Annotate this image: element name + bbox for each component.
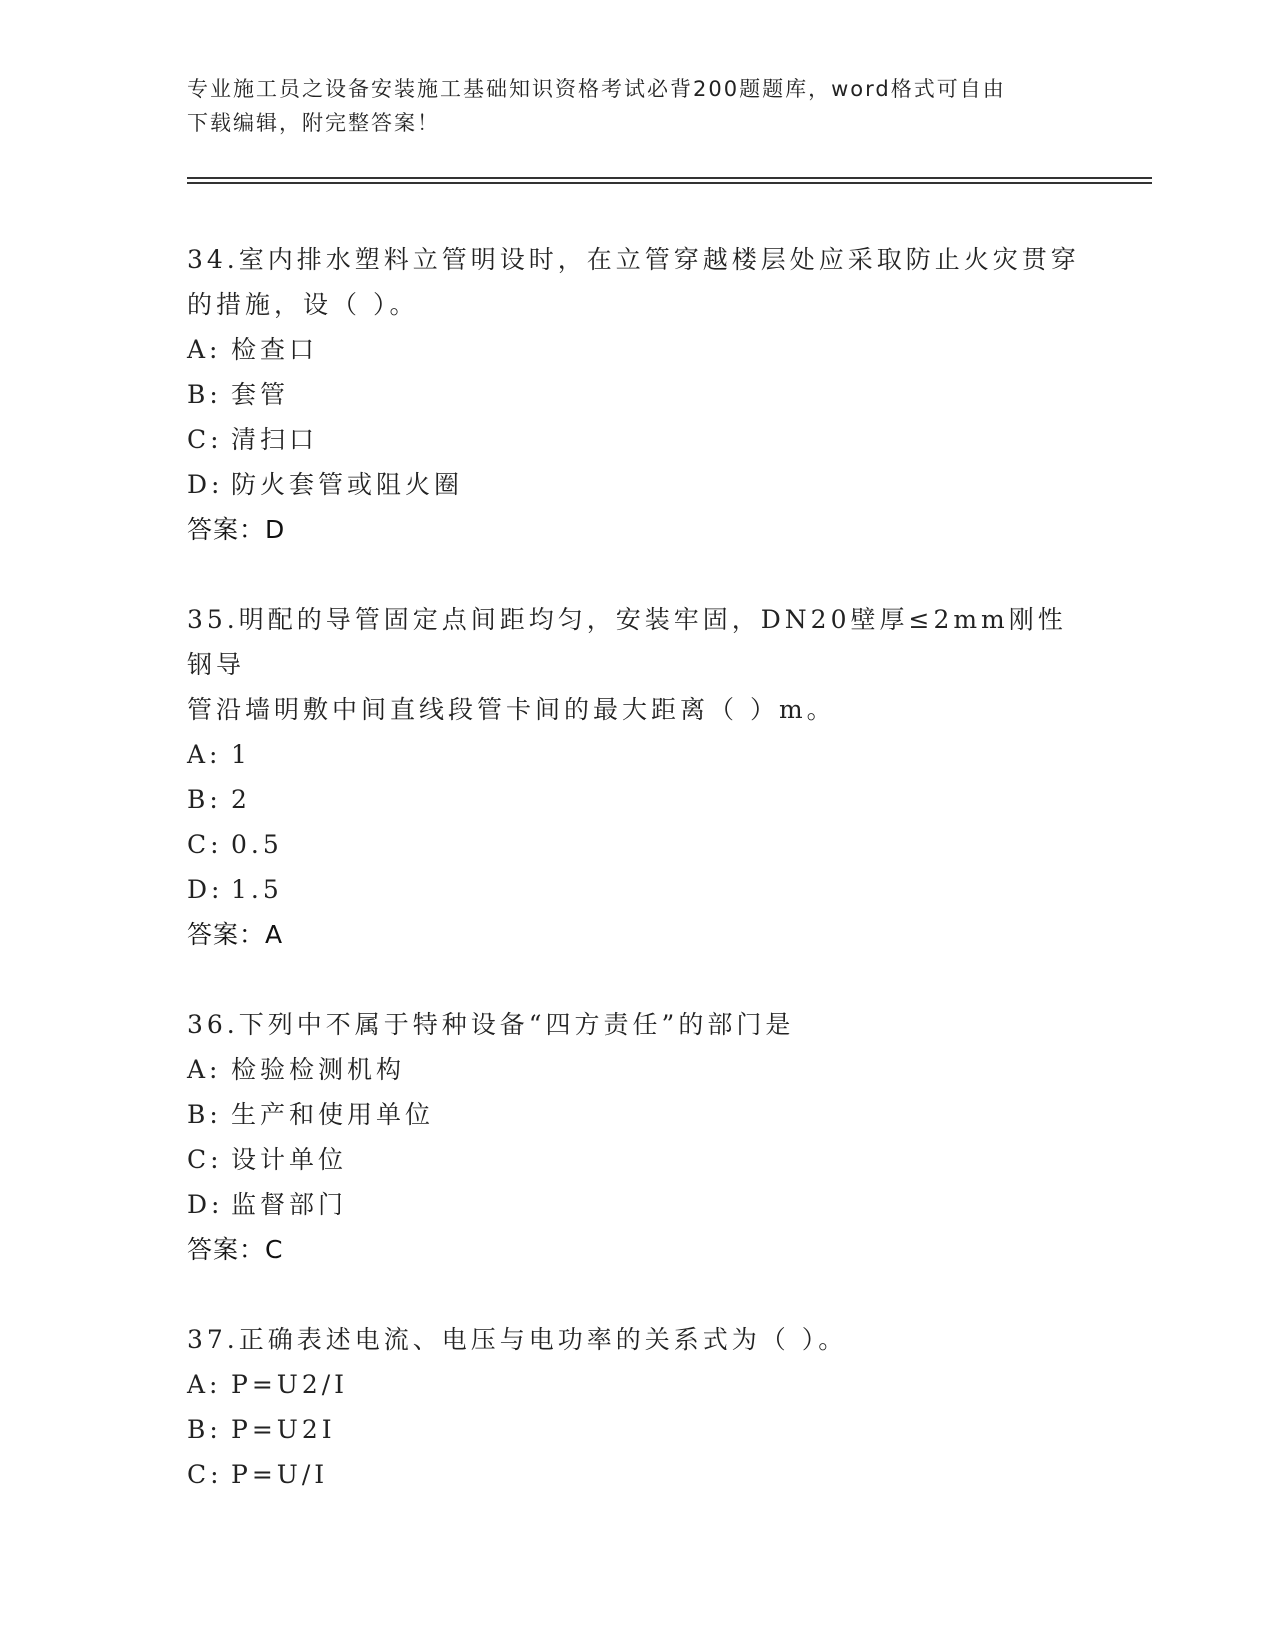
option-text: 生产和使用单位 [231, 1100, 435, 1129]
question-stem-line: 36.下列中不属于特种设备“四方责任”的部门是 [187, 1010, 795, 1039]
document-header [187, 72, 1067, 140]
question-stem-line: 37.正确表述电流、电压与电功率的关系式为（ ）。 [187, 1325, 848, 1354]
option-letter: B: [187, 1415, 222, 1444]
option-a [187, 327, 1087, 372]
option-a [187, 1362, 1087, 1407]
option-d [187, 867, 1087, 912]
option-letter: D: [187, 875, 224, 904]
option-letter: C: [187, 425, 223, 454]
option-b [187, 372, 1087, 417]
option-text: 检查口 [231, 335, 319, 364]
answer-line: 答案：C [187, 1235, 284, 1264]
question-stem-line: 34.室内排水塑料立管明设时，在立管穿越楼层处应采取防止火灾贯穿 [187, 245, 1080, 274]
option-a [187, 732, 1087, 777]
option-text: P=U2I [231, 1415, 336, 1444]
answer-line: 答案：A [187, 920, 284, 949]
option-d [187, 462, 1087, 507]
question-37 [187, 1317, 1087, 1497]
option-text: P=U/I [231, 1460, 329, 1489]
option-b [187, 1407, 1087, 1452]
option-text: 0.5 [231, 830, 283, 859]
option-b [187, 1092, 1087, 1137]
option-text: 监督部门 [231, 1190, 348, 1219]
option-letter: A: [187, 740, 222, 769]
option-c [187, 1137, 1087, 1182]
header-line-2: 下载编辑，附完整答案！ [187, 111, 440, 135]
option-text: P=U2/I [231, 1370, 349, 1399]
question-stem-line: 的措施，设（ ）。 [187, 290, 419, 319]
option-letter: C: [187, 1460, 223, 1489]
option-text: 设计单位 [231, 1145, 348, 1174]
header-line-1: 专业施工员之设备安装施工基础知识资格考试必背200题题库，word格式可自由 [187, 77, 1006, 101]
option-text: 2 [231, 785, 251, 814]
question-34 [187, 237, 1087, 553]
option-text: 1.5 [231, 875, 283, 904]
question-35 [187, 597, 1087, 958]
option-c [187, 1452, 1087, 1497]
question-36 [187, 1002, 1087, 1273]
question-list [187, 237, 1087, 1541]
option-letter: C: [187, 830, 223, 859]
option-letter: C: [187, 1145, 223, 1174]
option-letter: B: [187, 785, 222, 814]
option-c [187, 417, 1087, 462]
option-letter: D: [187, 470, 224, 499]
question-stem-line: 35.明配的导管固定点间距均匀，安装牢固，DN20壁厚≤2mm刚性钢导 [187, 605, 1067, 679]
header-divider-bottom [187, 182, 1152, 184]
option-letter: D: [187, 1190, 224, 1219]
option-letter: B: [187, 380, 222, 409]
option-letter: A: [187, 1370, 222, 1399]
option-d [187, 1182, 1087, 1227]
option-text: 清扫口 [231, 425, 319, 454]
answer-line: 答案：D [187, 515, 286, 544]
option-text: 套管 [231, 380, 290, 409]
option-letter: A: [187, 1055, 222, 1084]
header-divider-top [187, 177, 1152, 179]
question-stem-line: 管沿墙明敷中间直线段管卡间的最大距离（ ）m。 [187, 695, 836, 724]
option-text: 1 [231, 740, 251, 769]
option-text: 检验检测机构 [231, 1055, 406, 1084]
option-text: 防火套管或阻火圈 [231, 470, 464, 499]
option-letter: B: [187, 1100, 222, 1129]
option-letter: A: [187, 335, 222, 364]
option-a [187, 1047, 1087, 1092]
option-b [187, 777, 1087, 822]
option-c [187, 822, 1087, 867]
